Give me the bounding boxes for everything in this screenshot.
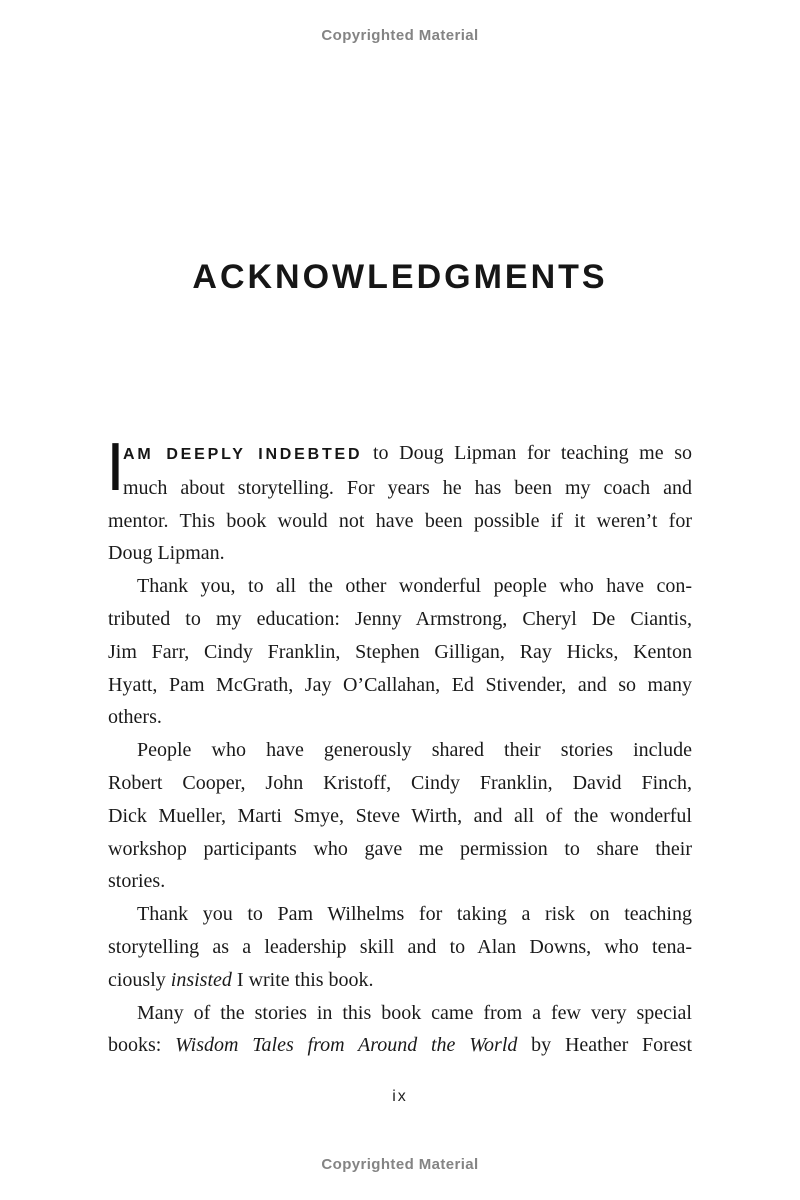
text-line: Many of the stories in this book came from a few very special	[137, 1001, 692, 1024]
body-text	[106, 432, 693, 1062]
text-line: Robert Cooper, John Kristoff, Cindy Franklin, David Finch,	[108, 771, 692, 794]
text-line: storytelling as a leadership skill and to Alan Downs, who tena-	[108, 935, 692, 958]
text-line: tributed to my education: Jenny Armstrong, Cheryl De Ciantis,	[108, 607, 692, 630]
text-line: Doug Lipman.	[108, 542, 225, 565]
text-line: AM DEEPLY INDEBTED to Doug Lipman for teaching me so	[123, 442, 692, 464]
text-line: ciously insisted I write this book.	[108, 968, 374, 991]
text-line: Hyatt, Pam McGrath, Jay O’Callahan, Ed Stivender, and so many	[108, 673, 692, 696]
copyright-notice-top: Copyrighted Material	[321, 27, 479, 44]
lead-in-smallcaps: AM DEEPLY INDEBTED	[123, 446, 363, 463]
text-line: much about storytelling. For years he has been my coach and	[123, 476, 692, 499]
text-line: others.	[108, 706, 162, 729]
text-line: Jim Farr, Cindy Franklin, Stephen Gilligan, Ray Hicks, Kenton	[108, 640, 692, 663]
text-line: Thank you, to all the other wonderful people who have con-	[137, 575, 692, 598]
italic-text: Wisdom Tales from Around the World	[175, 1034, 518, 1057]
text-line: stories.	[108, 870, 166, 893]
drop-cap-letter: I	[106, 432, 125, 506]
text-line: People who have generously shared their stories include	[137, 739, 692, 762]
paragraphs-container	[106, 432, 693, 1062]
text-line: Thank you to Pam Wilhelms for taking a risk on teaching	[137, 903, 692, 926]
text-line: Dick Mueller, Marti Smye, Steve Wirth, and all of the wonderful	[108, 804, 692, 827]
text-line: books: Wisdom Tales from Around the World by Heather Forest	[108, 1034, 693, 1057]
chapter-title: ACKNOWLEDGMENTS	[192, 258, 608, 296]
text-line: workshop participants who gave me permission to share their	[108, 837, 692, 860]
italic-text: insisted	[170, 968, 232, 991]
copyright-notice-bottom: Copyrighted Material	[321, 1156, 479, 1173]
text-line: mentor. This book would not have been possible if it weren’t for	[108, 509, 692, 532]
page-number: ix	[392, 1088, 408, 1105]
